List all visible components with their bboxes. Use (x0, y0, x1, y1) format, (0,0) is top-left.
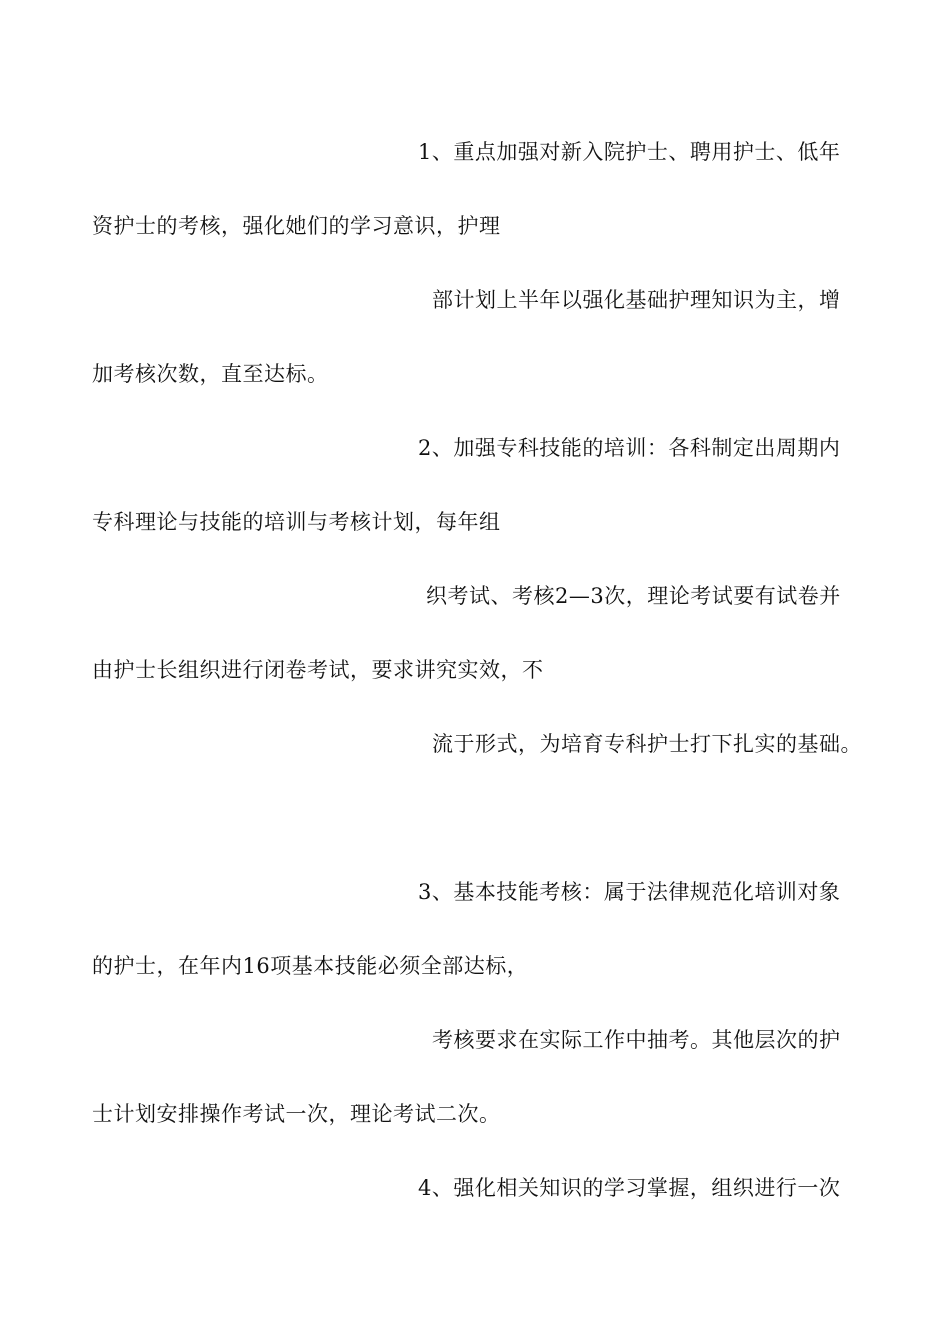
text-line-5: 2、加强专科技能的培训：各科制定出周期内 (418, 436, 841, 460)
text-line-13: 士计划安排操作考试一次，理论考试二次。 (92, 1102, 501, 1126)
text-line-4: 加考核次数，直至达标。 (92, 362, 329, 386)
text-line-10: 3、基本技能考核：属于法律规范化培训对象 (418, 880, 841, 904)
text-line-6: 专科理论与技能的培训与考核计划，每年组 (92, 510, 501, 534)
text-line-8: 由护士长组织进行闭卷考试，要求讲究实效，不 (92, 658, 544, 682)
text-line-9: 流于形式，为培育专科护士打下扎实的基础。 (432, 732, 862, 756)
text-line-7: 织考试、考核2—3次，理论考试要有试卷并 (426, 584, 841, 608)
text-line-14: 4、强化相关知识的学习掌握，组织进行一次 (418, 1176, 841, 1200)
text-line-11: 的护士，在年内16项基本技能必须全部达标， (92, 954, 529, 978)
text-line-2: 资护士的考核，强化她们的学习意识，护理 (92, 214, 501, 238)
text-line-1: 1、重点加强对新入院护士、聘用护士、低年 (418, 140, 841, 164)
text-line-12: 考核要求在实际工作中抽考。其他层次的护 (432, 1028, 841, 1052)
text-line-3: 部计划上半年以强化基础护理知识为主，增 (432, 288, 841, 312)
